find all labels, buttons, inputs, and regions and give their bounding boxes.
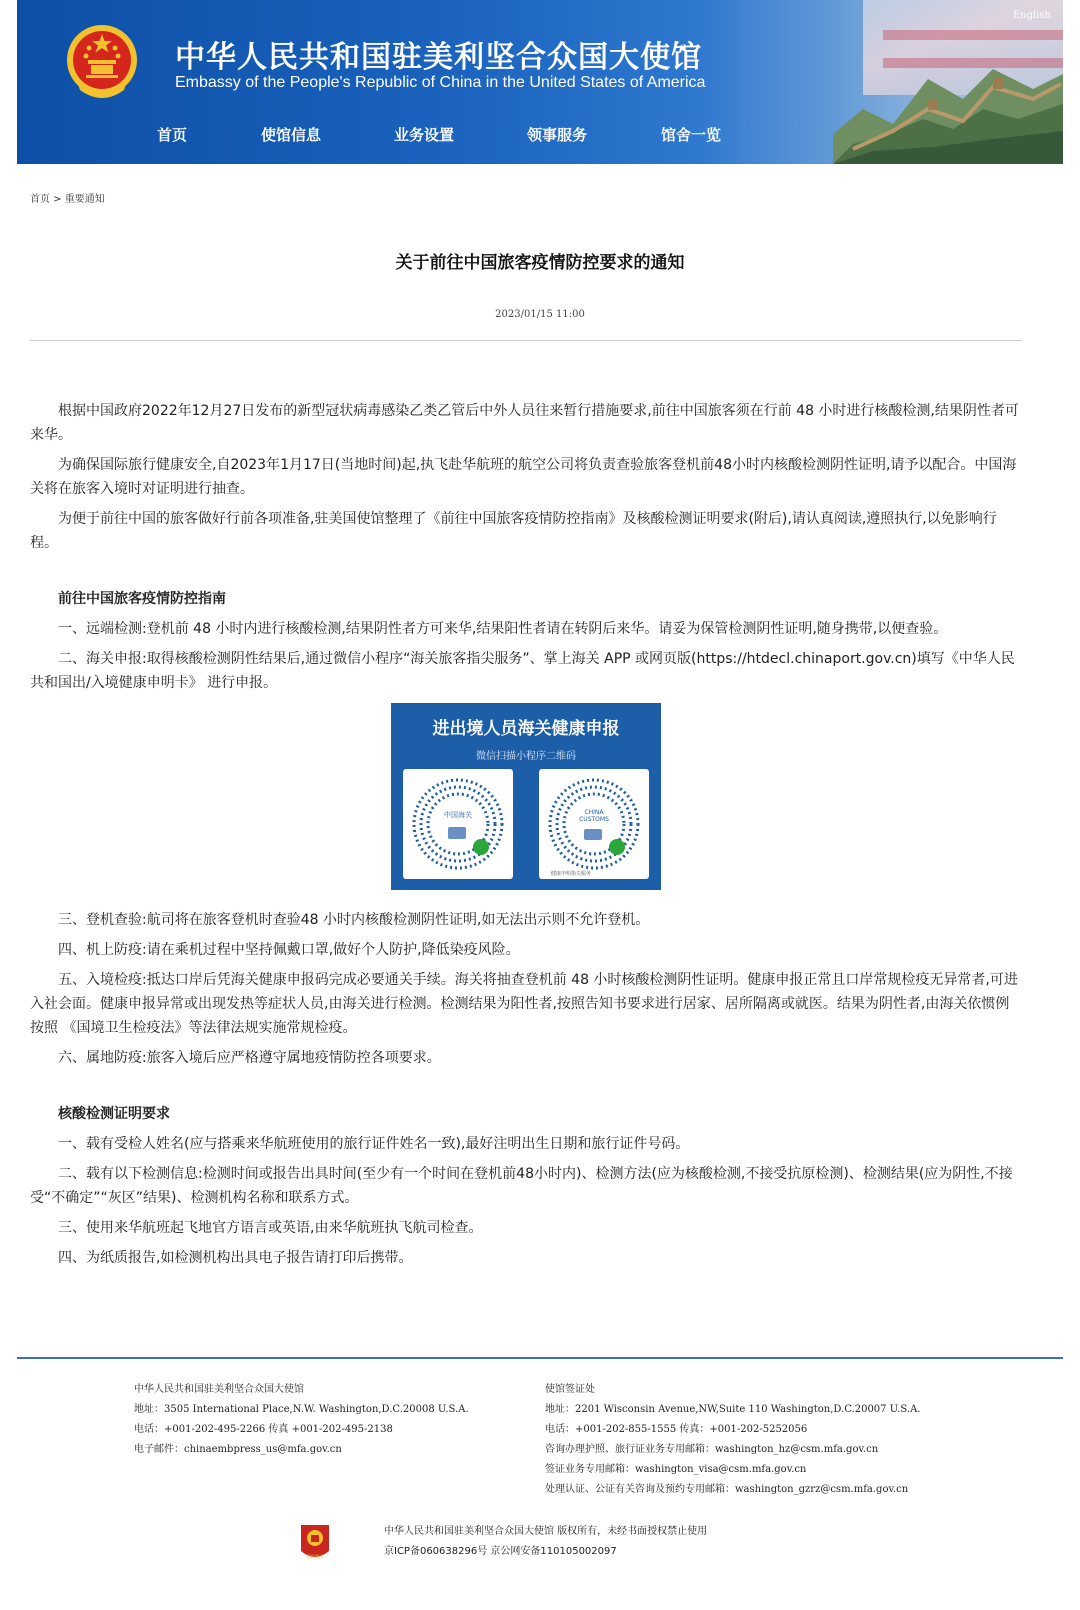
requirements-heading: 核酸检测证明要求 (58, 1106, 170, 1122)
guide-item: 二、海关申报:取得核酸检测阴性结果后,通过微信小程序“海关旅客指尖服务”、掌上海关 APP 或网页版(https://htdecl.chinaport.gov.cn)填写《中华人民共和国出/入境健康申明卡》 进行申报。 (30, 651, 1015, 691)
footer-passport-email[interactable]: 咨询办理护照、旅行证业务专用邮箱：washington_hz@csm.mfa.gov.cn (545, 1444, 879, 1455)
nav-consular-services[interactable]: 领事服务 (527, 126, 588, 144)
guide-item: 四、机上防疫:请在乘机过程中坚持佩戴口罩,做好个人防护,降低染疫风险。 (58, 942, 520, 958)
copyright-block (384, 1522, 707, 1562)
qr-label-china-customs: 中国海关 (444, 811, 472, 819)
requirement-item: 四、为纸质报告,如检测机构出具电子报告请打印后携带。 (58, 1250, 413, 1266)
footer-visa-email[interactable]: 签证业务专用邮箱：washington_visa@csm.mfa.gov.cn (545, 1464, 807, 1475)
article-body (30, 399, 1022, 1276)
footer-visa-address: 地址：2201 Wisconsin Avenue,NW,Suite 110 Washington,D.C.20007 U.S.A. (545, 1404, 921, 1415)
nav-departments[interactable]: 业务设置 (394, 126, 455, 144)
government-site-badge-icon[interactable] (297, 1523, 333, 1563)
site-header (17, 0, 1063, 164)
intro-paragraph: 根据中国政府2022年12月27日发布的新型冠状病毒感染乙类乙管后中外人员往来暂行措施要求,前往中国旅客须在行前 48 小时进行核酸检测,结果阴性者可来华。 (30, 403, 1019, 443)
qr-code-icon (403, 769, 513, 879)
requirement-item: 一、载有受检人姓名(应与搭乘来华航班使用的旅行证件姓名一致),最好注明出生日期和旅行证件号码。 (58, 1136, 690, 1152)
intro-paragraph: 为确保国际旅行健康安全,自2023年1月17日(当地时间)起,执飞赴华航班的航空公司将负责查验旅客登机前48小时内核酸检测阴性证明,请予以配合。中国海关将在旅客入境时对证明进行抽查。 (30, 457, 1017, 497)
qr-code-icon (539, 769, 649, 879)
guide-item: 一、远端检测:登机前 48 小时内进行核酸检测,结果阴性者方可来华,结果阳性者请在转阴后来华。请妥为保管检测阴性证明,随身携带,以便查验。 (58, 621, 948, 637)
national-emblem-icon[interactable] (64, 22, 140, 102)
footer-visa-contact (545, 1380, 920, 1500)
nav-premises[interactable]: 馆舍一览 (661, 126, 722, 144)
qr-code-card-customs[interactable] (539, 769, 649, 879)
qr-title: 进出境人员海关健康申报 (432, 719, 620, 739)
article-date: 2023/01/15 11:00 (495, 309, 585, 320)
footer-embassy-email[interactable]: 电子邮件：chinaembpress_us@mfa.gov.cn (134, 1444, 342, 1455)
footer-visa-phone: 电话：+001-202-855-1555 传真：+001-202-5252056 (545, 1424, 808, 1435)
qr-label-customs: CUSTOMS (579, 816, 609, 823)
requirement-item: 二、载有以下检测信息:检测时间或报告出具时间(至少有一个时间在登机前48小时内)、检测方法(应为核酸检测,不接受抗原检测)、检测结果(应为阴性,不接受“不确定”“灰区”结果)、检测机构名称和联系方式。 (30, 1166, 1013, 1206)
breadcrumb-home[interactable]: 首页 (30, 194, 50, 205)
guide-item: 六、属地防疫:旅客入境后应严格遵守属地疫情防控各项要求。 (58, 1050, 441, 1066)
breadcrumb-current[interactable]: 重要通知 (64, 194, 105, 205)
badge-label: 党政机关 (306, 1555, 324, 1560)
english-link[interactable]: English (1012, 10, 1051, 21)
guide-heading: 前往中国旅客疫情防控指南 (58, 591, 226, 607)
qr-subtitle: 微信扫描小程序二维码 (476, 751, 576, 762)
qr-caption: 健康申明指尖服务 (550, 871, 592, 877)
article-title: 关于前往中国旅客疫情防控要求的通知 (395, 253, 685, 273)
icp-record[interactable]: 京ICP备060638296号 京公网安备110105002097 (384, 1546, 617, 1557)
copyright-text: 中华人民共和国驻美利坚合众国大使馆 版权所有，未经书面授权禁止使用 (384, 1526, 708, 1537)
footer-divider (17, 1357, 1063, 1359)
footer-embassy-address: 地址：3505 International Place,N.W. Washington,D.C.20008 U.S.A. (134, 1404, 469, 1415)
guide-item: 五、入境检疫:抵达口岸后凭海关健康申报码完成必要通关手续。海关将抽查登机前 48 小时核酸检测阴性证明。健康申报正常且口岸常规检疫无异常者,可进入社会面。健康申报异常或出现发热等症状人员,由海关进行检测。检测结果为阳性者,按照告知书要求进行居家、居所隔离或就医。结果为阴性者,由海关依惯例按照 《国境卫生检疫法》等法律法规实施常规检疫。 (30, 972, 1018, 1036)
site-title-en[interactable]: Embassy of the People's Republic of China in the United States of America (175, 74, 706, 91)
nav-embassy-info[interactable]: 使馆信息 (261, 126, 322, 144)
main-nav (17, 118, 817, 148)
customs-qr-image (391, 703, 661, 890)
site-title-cn[interactable]: 中华人民共和国驻美利坚合众国大使馆 (175, 40, 702, 75)
great-wall-image (833, 39, 1063, 164)
requirement-item: 三、使用来华航班起飞地官方语言或英语,由来华航班执飞航司检查。 (58, 1220, 483, 1236)
qr-code-card-china[interactable] (403, 769, 513, 879)
breadcrumb (30, 190, 105, 205)
guide-item: 三、登机查验:航司将在旅客登机时查验48 小时内核酸检测阴性证明,如无法出示则不允许登机。 (58, 912, 650, 928)
breadcrumb-separator: > (50, 194, 65, 205)
footer-embassy-name: 中华人民共和国驻美利坚合众国大使馆 (134, 1384, 304, 1395)
footer-visa-name: 使馆签证处 (545, 1384, 595, 1395)
intro-paragraph: 为便于前往中国的旅客做好行前各项准备,驻美国使馆整理了《前往中国旅客疫情防控指南》及核酸检测证明要求(附后),请认真阅读,遵照执行,以免影响行程。 (30, 511, 997, 551)
footer-notary-email[interactable]: 处理认证、公证有关咨询及预约专用邮箱：washington_gzrz@csm.mfa.gov.cn (545, 1484, 909, 1495)
title-divider (30, 340, 1022, 341)
nav-home[interactable]: 首页 (157, 126, 188, 144)
footer-embassy-phone: 电话：+001-202-495-2266 传真 +001-202-495-2138 (134, 1424, 393, 1435)
footer-embassy-contact (134, 1380, 469, 1460)
qr-label-china: CHINA (584, 809, 604, 816)
